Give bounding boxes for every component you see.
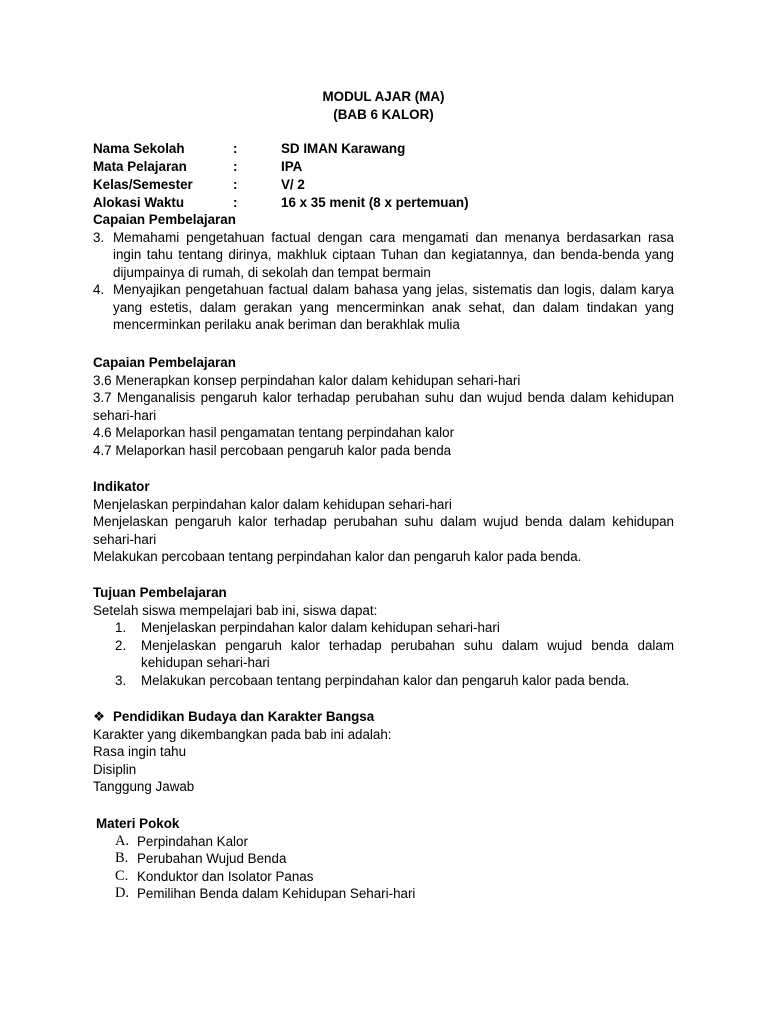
lettered-list (93, 833, 674, 903)
capaian-section-1 (93, 211, 674, 334)
list-item (115, 637, 674, 672)
info-row-time (93, 194, 674, 212)
info-label: Nama Sekolah (93, 141, 185, 156)
list-number: 4. (93, 282, 105, 297)
paragraph: Disiplin (93, 761, 137, 777)
paragraph: Tanggung Jawab (93, 779, 195, 794)
list-text: Memahami pengetahuan factual dengan cara mengamati dan menanya berdasarkan rasa ingin tahu tentang dirinya, makhluk ciptaan Tuhan dan kegiatannya, dan benda-benda yang dijumpainya di rumah, di sekolah dan tempat bermain (113, 229, 674, 280)
pendidikan-section (93, 708, 674, 796)
materi-section (93, 815, 674, 903)
paragraph: Melakukan percobaan tentang perpindahan kalor dan pengaruh kalor pada benda. (93, 549, 582, 564)
info-label: Mata Pelajaran (93, 159, 187, 174)
info-colon: : (233, 195, 238, 210)
paragraph: Menjelaskan perpindahan kalor dalam kehidupan sehari-hari (93, 496, 452, 512)
list-text: Melakukan percobaan tentang perpindahan kalor dan pengaruh kalor pada benda. (141, 672, 630, 688)
paragraph: 4.6 Melaporkan hasil pengamatan tentang perpindahan kalor (93, 425, 455, 440)
list-text: Perpindahan Kalor (137, 833, 248, 849)
paragraph: Menjelaskan pengaruh kalor terhadap perubahan suhu dalam wujud benda dalam kehidupan sehari-hari (93, 514, 674, 547)
list-letter: C. (115, 867, 129, 884)
capaian-section-2 (93, 354, 674, 459)
list-number: 1. (115, 620, 127, 635)
section-heading: Tujuan Pembelajaran (93, 585, 227, 600)
info-value: SD IMAN Karawang (281, 141, 406, 156)
list-item (115, 850, 674, 868)
info-row-school (93, 140, 674, 158)
info-value: IPA (281, 159, 303, 174)
list-text: Menjelaskan pengaruh kalor terhadap perubahan suhu dalam wujud benda dalam kehidupan sehari-hari (141, 637, 674, 670)
document-subtitle: (BAB 6 KALOR) (333, 106, 434, 122)
info-label: Alokasi Waktu (93, 195, 185, 210)
list-letter: D. (115, 885, 130, 901)
list-text: Menyajikan pengetahuan factual dalam bahasa yang jelas, sistematis dan logis, dalam karya yang estetis, dalam gerakan yang mencerminkan anak sehat, dan dalam tindakan yang mencerminkan perilaku anak beriman dan berakhlak mulia (113, 282, 674, 332)
tujuan-section (93, 584, 674, 689)
list-text: Menjelaskan perpindahan kalor dalam kehidupan sehari-hari (141, 620, 500, 635)
paragraph: Setelah siswa mempelajari bab ini, siswa dapat: (93, 602, 378, 618)
list-number: 3. (93, 229, 105, 245)
section-heading: Capaian Pembelajaran (93, 212, 236, 227)
info-colon: : (233, 159, 238, 174)
list-item (115, 619, 674, 637)
info-value: 16 x 35 menit (8 x pertemuan) (281, 195, 469, 210)
paragraph: Karakter yang dikembangkan pada bab ini adalah: (93, 726, 392, 742)
list-text: Perubahan Wujud Benda (137, 851, 287, 866)
document-header (93, 88, 674, 123)
list-letter: B. (115, 850, 129, 866)
paragraph: 3.6 Menerapkan konsep perpindahan kalor dalam kehidupan sehari-hari (93, 372, 521, 388)
indikator-section (93, 478, 674, 566)
list-item (115, 885, 674, 903)
section-heading: Indikator (93, 479, 150, 494)
diamond-bullet-icon: ❖ (93, 709, 106, 724)
list-text: Konduktor dan Isolator Panas (137, 868, 314, 884)
section-heading-row (93, 708, 674, 726)
identity-table (93, 140, 674, 212)
section-heading: Pendidikan Budaya dan Karakter Bangsa (113, 709, 375, 724)
list-item (115, 868, 674, 886)
section-heading: Materi Pokok (96, 816, 180, 831)
list-item (115, 833, 674, 851)
paragraph: 4.7 Melaporkan hasil percobaan pengaruh kalor pada benda (93, 442, 452, 458)
info-colon: : (233, 177, 238, 192)
info-value: V/ 2 (281, 177, 305, 192)
info-row-subject (93, 158, 674, 176)
paragraph: Rasa ingin tahu (93, 744, 187, 759)
list-number: 3. (115, 672, 127, 688)
list-item (115, 672, 674, 690)
numbered-list (93, 619, 674, 689)
document-title: MODUL AJAR (MA) (322, 89, 445, 104)
list-item (93, 281, 674, 334)
info-colon: : (233, 141, 238, 156)
list-number: 2. (115, 637, 127, 653)
list-text: Pemilihan Benda dalam Kehidupan Sehari-hari (137, 886, 416, 901)
list-letter: A. (115, 832, 130, 849)
paragraph: 3.7 Menganalisis pengaruh kalor terhadap perubahan suhu dan wujud benda dalam kehidupan sehari-hari (93, 390, 674, 423)
info-label: Kelas/Semester (93, 177, 193, 192)
info-row-class (93, 176, 674, 194)
list-item (93, 229, 674, 282)
section-heading: Capaian Pembelajaran (93, 355, 236, 370)
